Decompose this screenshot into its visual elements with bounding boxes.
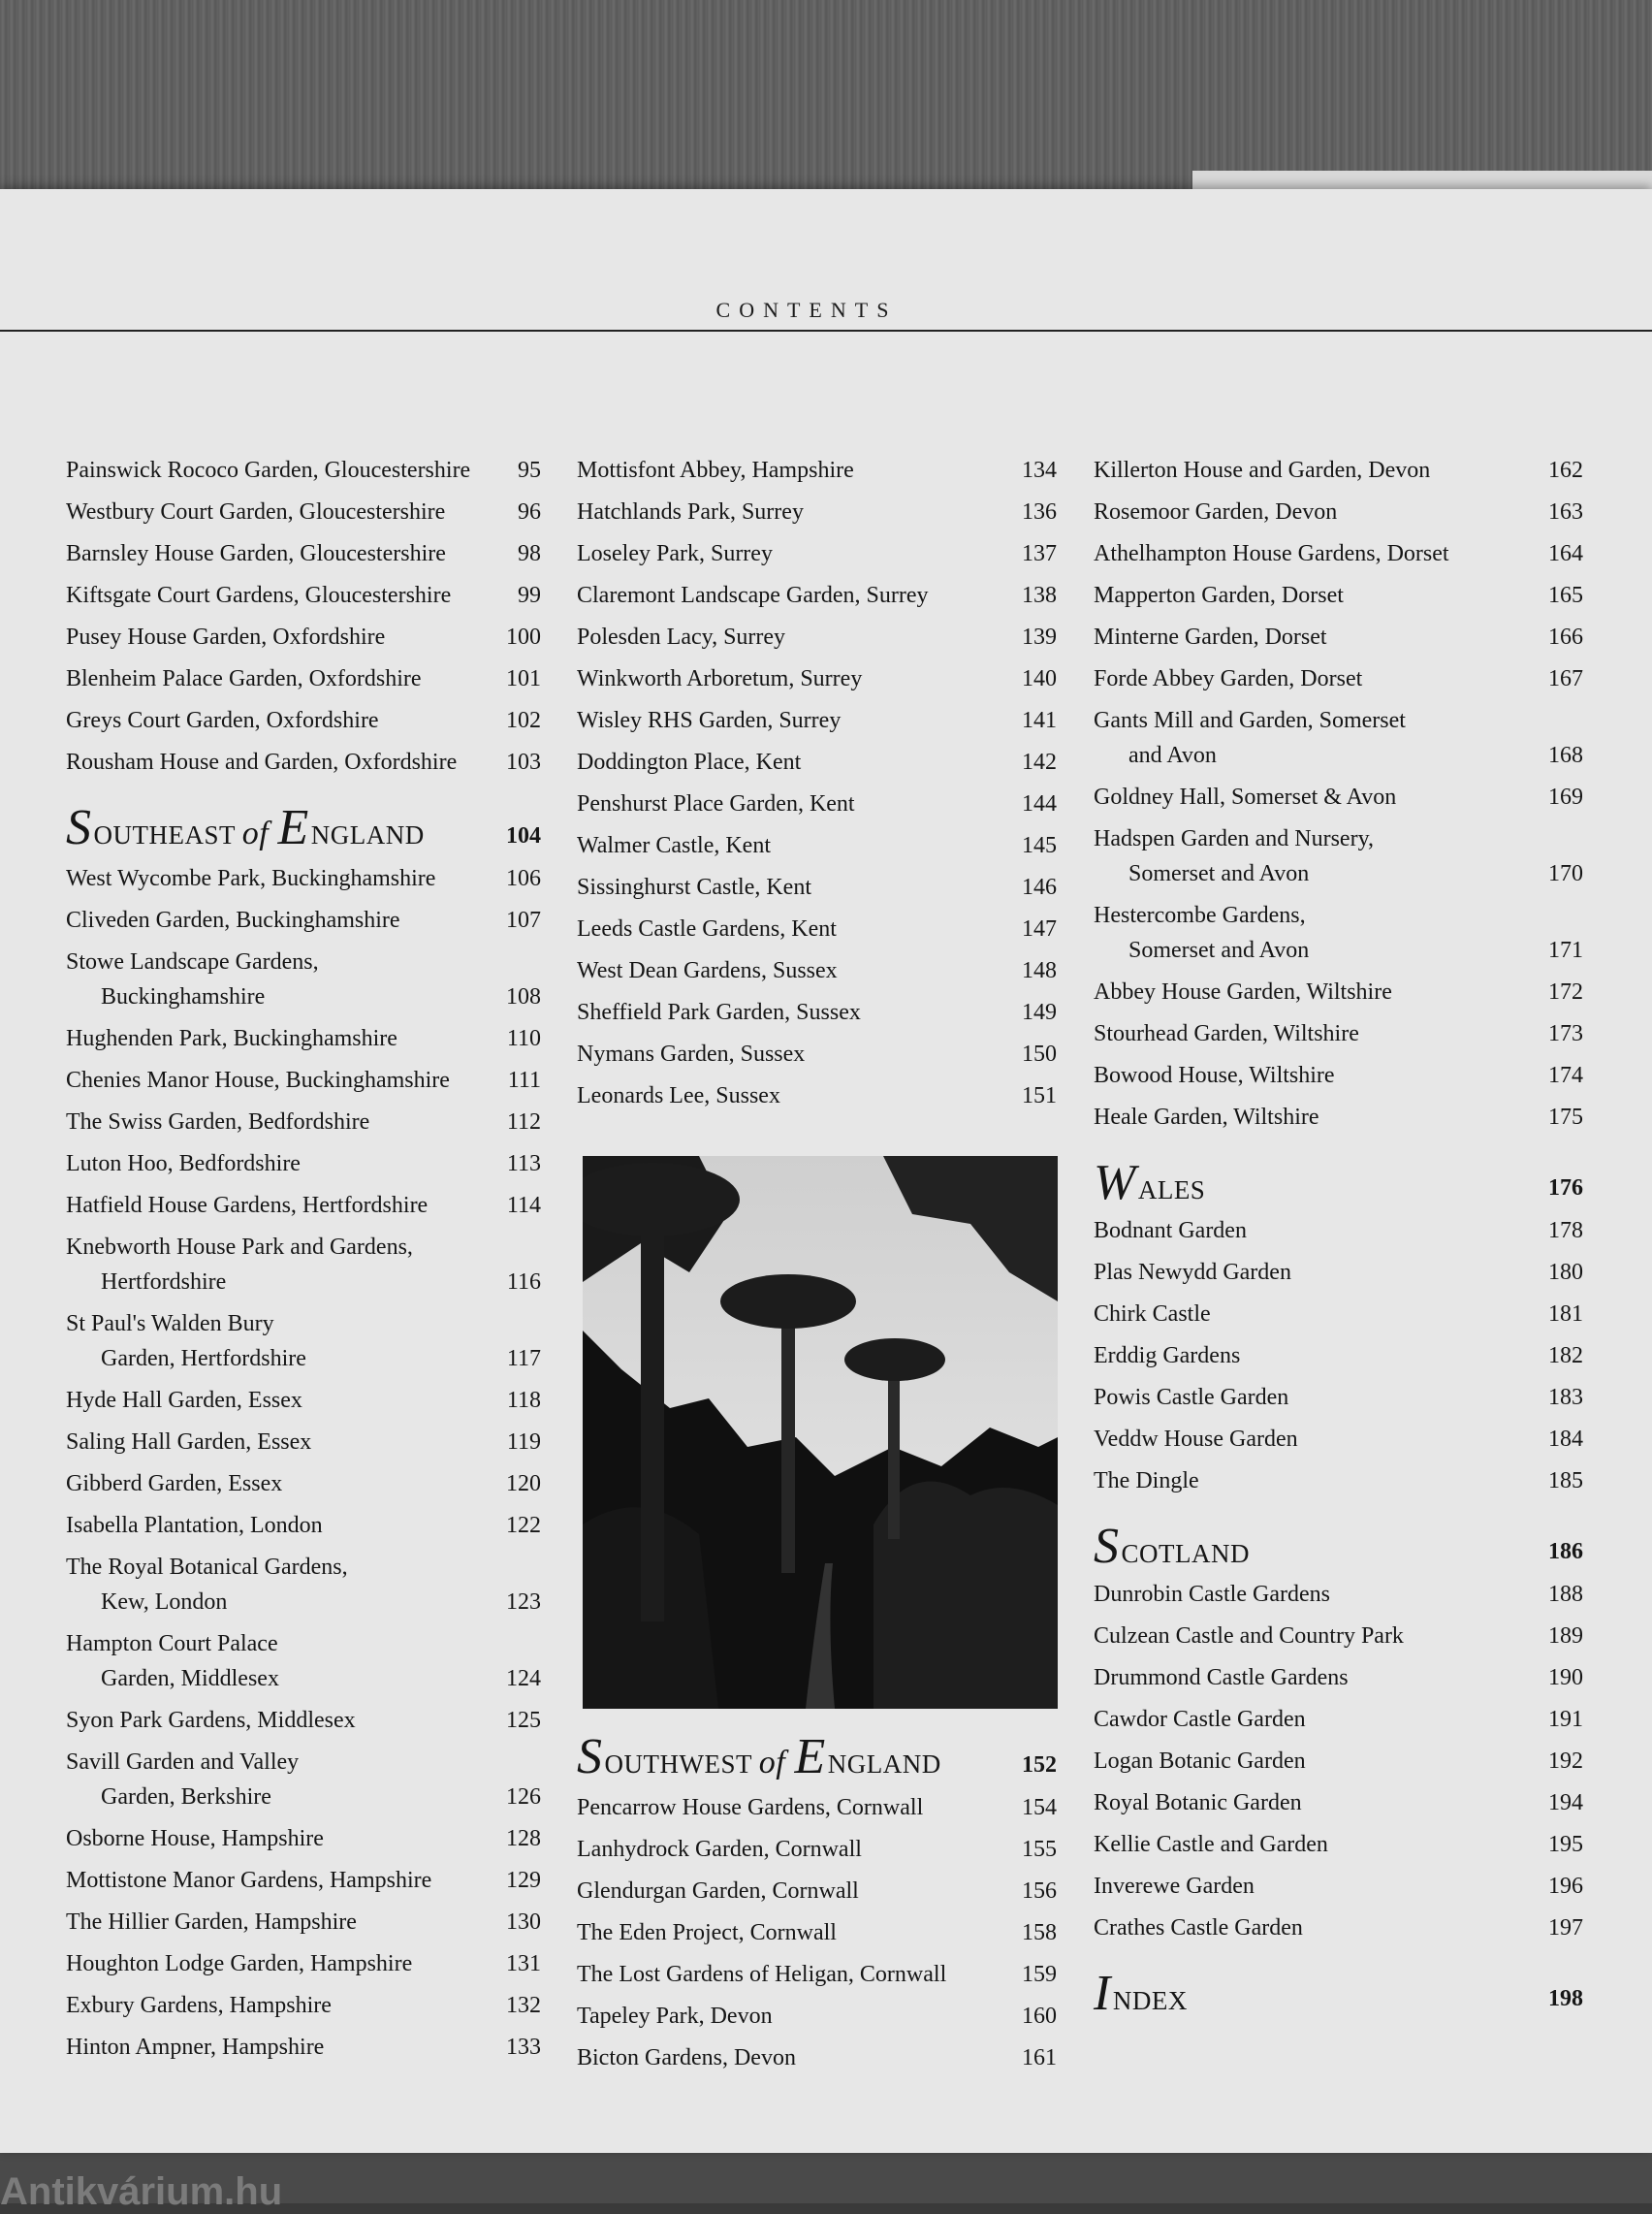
entry-page-number: 108 <box>506 984 541 1010</box>
contents-entry <box>1094 1297 1583 1332</box>
entry-title: Claremont Landscape Garden, Surrey <box>577 583 929 608</box>
contents-entry <box>66 1703 541 1738</box>
entry-title: Pusey House Garden, Oxfordshire <box>66 625 386 650</box>
entry-page-number: 124 <box>506 1666 541 1691</box>
entry-title: Plas Newydd Garden <box>1094 1260 1291 1285</box>
contents-entry <box>1094 1910 1583 1945</box>
contents-entry <box>577 995 1057 1030</box>
contents-entry <box>577 1999 1057 2034</box>
entry-page-number: 117 <box>506 1346 541 1371</box>
contents-entry <box>66 1230 541 1300</box>
entry-title: Penshurst Place Garden, Kent <box>577 791 855 817</box>
contents-entry <box>1094 620 1583 655</box>
contents-entry <box>66 945 541 1014</box>
entry-title: Cawdor Castle Garden <box>1094 1707 1306 1732</box>
entry-page-number: 195 <box>1548 1832 1583 1857</box>
contents-entry <box>66 495 541 529</box>
entry-title: Culzean Castle and Country Park <box>1094 1623 1404 1649</box>
contents-entry <box>1094 1213 1583 1248</box>
contents-entry <box>66 1946 541 1981</box>
contents-entry <box>66 578 541 613</box>
entry-title: Killerton House and Garden, Devon <box>1094 458 1431 483</box>
contents-entry <box>577 2040 1057 2075</box>
entry-title: The Hillier Garden, Hampshire <box>66 1909 357 1935</box>
entry-page-number: 138 <box>1022 583 1057 608</box>
entry-page-number: 128 <box>506 1826 541 1851</box>
contents-entry <box>66 1626 541 1696</box>
entry-page-number: 145 <box>1022 833 1057 858</box>
contents-entry <box>577 1037 1057 1072</box>
entry-page-number: 158 <box>1022 1920 1057 1945</box>
section-heading-index: INDEX 198 <box>1094 1966 1583 2021</box>
entry-title: Minterne Garden, Dorset <box>1094 625 1327 650</box>
entry-title: Osborne House, Hampshire <box>66 1826 324 1851</box>
contents-entry <box>577 828 1057 863</box>
entry-page-number: 125 <box>506 1708 541 1733</box>
entry-title: Gibberd Garden, Essex <box>66 1471 283 1496</box>
entry-page-number: 126 <box>506 1784 541 1810</box>
entry-title: Lanhydrock Garden, Cornwall <box>577 1837 862 1862</box>
entry-title: The Dingle <box>1094 1468 1199 1493</box>
contents-entry <box>66 903 541 938</box>
contents-entry <box>577 1915 1057 1950</box>
contents-entry <box>1094 1785 1583 1820</box>
contents-column-1 <box>66 453 541 2071</box>
contents-entry <box>1094 1744 1583 1779</box>
entry-title: Stourhead Garden, Wiltshire <box>1094 1021 1359 1046</box>
header-rule <box>0 330 1652 332</box>
entry-page-number: 165 <box>1548 583 1583 608</box>
entry-page-number: 192 <box>1548 1749 1583 1774</box>
contents-entry <box>577 620 1057 655</box>
entry-page-number: 101 <box>506 666 541 691</box>
entry-title: Winkworth Arboretum, Surrey <box>577 666 863 691</box>
entry-title: Royal Botanic Garden <box>1094 1790 1302 1815</box>
entry-title: Erddig Gardens <box>1094 1343 1241 1368</box>
contents-entry <box>66 1425 541 1460</box>
contents-entry <box>66 1988 541 2023</box>
contents-entry <box>577 1790 1057 1825</box>
entry-title: Nymans Garden, Sussex <box>577 1042 806 1067</box>
contents-entry <box>66 1383 541 1418</box>
entry-title: Sheffield Park Garden, Sussex <box>577 1000 861 1025</box>
entry-title: Chirk Castle <box>1094 1301 1211 1327</box>
contents-entry <box>1094 703 1583 773</box>
contents-entry <box>66 536 541 571</box>
entry-title: Wisley RHS Garden, Surrey <box>577 708 842 733</box>
entry-title: Rosemoor Garden, Devon <box>1094 499 1338 525</box>
entry-title: Hestercombe Gardens, Somerset and Avon <box>1094 903 1310 963</box>
contents-entry <box>1094 821 1583 891</box>
entry-title: Kellie Castle and Garden <box>1094 1832 1328 1857</box>
entry-title: St Paul's Walden Bury Garden, Hertfordshire <box>66 1311 306 1371</box>
entry-page-number: 139 <box>1022 625 1057 650</box>
entry-page-number: 98 <box>518 541 541 566</box>
entry-page-number: 129 <box>506 1868 541 1893</box>
contents-entry <box>577 786 1057 821</box>
entry-page-number: 190 <box>1548 1665 1583 1690</box>
contents-entry <box>1094 1827 1583 1862</box>
entry-title: Forde Abbey Garden, Dorset <box>1094 666 1363 691</box>
entry-title: Dunrobin Castle Gardens <box>1094 1582 1330 1607</box>
entry-page-number: 147 <box>1022 916 1057 942</box>
entry-page-number: 137 <box>1022 541 1057 566</box>
entry-page-number: 149 <box>1022 1000 1057 1025</box>
entry-title: Walmer Castle, Kent <box>577 833 772 858</box>
entry-page-number: 110 <box>506 1026 541 1051</box>
entry-page-number: 167 <box>1548 666 1583 691</box>
contents-entry <box>1094 1100 1583 1135</box>
entry-title: Leonards Lee, Sussex <box>577 1083 780 1108</box>
entry-page-number: 96 <box>518 499 541 525</box>
entry-title: Saling Hall Garden, Essex <box>66 1429 312 1455</box>
entry-page-number: 116 <box>506 1269 541 1295</box>
entry-page-number: 180 <box>1548 1260 1583 1285</box>
contents-entry <box>1094 1058 1583 1093</box>
entry-page-number: 159 <box>1022 1962 1057 1987</box>
entry-title: The Swiss Garden, Bedfordshire <box>66 1109 370 1135</box>
entry-title: Bowood House, Wiltshire <box>1094 1063 1335 1088</box>
entry-page-number: 120 <box>506 1471 541 1496</box>
entry-title: Pencarrow House Gardens, Cornwall <box>577 1795 924 1820</box>
entry-page-number: 155 <box>1022 1837 1057 1862</box>
entry-title: Savill Garden and Valley Garden, Berkshire <box>66 1749 300 1810</box>
contents-entry <box>66 703 541 738</box>
entry-page-number: 123 <box>506 1589 541 1615</box>
entry-title: Hadspen Garden and Nursery, Somerset and Avon <box>1094 826 1375 886</box>
entry-title: Heale Garden, Wiltshire <box>1094 1105 1319 1130</box>
entry-title: Barnsley House Garden, Gloucestershire <box>66 541 446 566</box>
entry-page-number: 113 <box>506 1151 541 1176</box>
contents-entry <box>1094 1255 1583 1290</box>
contents-entry <box>1094 1338 1583 1373</box>
contents-entry <box>577 1832 1057 1867</box>
entry-page-number: 197 <box>1548 1915 1583 1941</box>
contents-entry <box>1094 1422 1583 1457</box>
contents-entry <box>66 1745 541 1814</box>
entry-title: Cliveden Garden, Buckinghamshire <box>66 908 400 933</box>
entry-title: Rousham House and Garden, Oxfordshire <box>66 750 458 775</box>
contents-entry <box>66 1146 541 1181</box>
entry-page-number: 196 <box>1548 1874 1583 1899</box>
entry-page-number: 148 <box>1022 958 1057 983</box>
contents-entry <box>577 953 1057 988</box>
entry-page-number: 112 <box>506 1109 541 1135</box>
entry-page-number: 146 <box>1022 875 1057 900</box>
page-title: CONTENTS <box>715 298 898 322</box>
contents-entry <box>1094 1577 1583 1612</box>
entry-title: West Dean Gardens, Sussex <box>577 958 838 983</box>
entry-title: The Royal Botanical Gardens, Kew, London <box>66 1555 348 1615</box>
contents-entry <box>1094 1463 1583 1498</box>
entry-title: West Wycombe Park, Buckinghamshire <box>66 866 436 891</box>
contents-entry <box>66 1905 541 1940</box>
entry-title: The Eden Project, Cornwall <box>577 1920 837 1945</box>
entry-page-number: 136 <box>1022 499 1057 525</box>
entry-title: Bicton Gardens, Devon <box>577 2045 796 2070</box>
entry-title: Gants Mill and Garden, Somerset and Avon <box>1094 708 1406 768</box>
contents-entry <box>577 703 1057 738</box>
contents-entry <box>66 453 541 488</box>
entry-title: Greys Court Garden, Oxfordshire <box>66 708 379 733</box>
contents-entry <box>66 1063 541 1098</box>
watermark-text: Antikvárium.hu <box>0 2170 283 2213</box>
entry-page-number: 156 <box>1022 1878 1057 1904</box>
entry-title: Hampton Court Palace Garden, Middlesex <box>66 1631 279 1691</box>
contents-entry <box>1094 1380 1583 1415</box>
contents-entry <box>66 1306 541 1376</box>
contents-entry <box>1094 898 1583 968</box>
contents-entry <box>66 1508 541 1543</box>
entry-title: Mapperton Garden, Dorset <box>1094 583 1344 608</box>
entry-title: Athelhampton House Gardens, Dorset <box>1094 541 1449 566</box>
entry-page-number: 182 <box>1548 1343 1583 1368</box>
contents-entry <box>1094 453 1583 488</box>
entry-page-number: 140 <box>1022 666 1057 691</box>
entry-page-number: 160 <box>1022 2004 1057 2029</box>
entry-page-number: 154 <box>1022 1795 1057 1820</box>
contents-entry <box>66 1466 541 1501</box>
contents-entry <box>66 1188 541 1223</box>
section-heading-southeast: SOUTHEAST of ENGLAND 104 <box>66 800 541 855</box>
contents-entry <box>577 1874 1057 1909</box>
contents-entry <box>1094 578 1583 613</box>
entry-page-number: 141 <box>1022 708 1057 733</box>
entry-title: Mottisfont Abbey, Hampshire <box>577 458 854 483</box>
entry-title: Chenies Manor House, Buckinghamshire <box>66 1068 450 1093</box>
entry-title: Bodnant Garden <box>1094 1218 1247 1243</box>
contents-entry <box>66 661 541 696</box>
contents-entry <box>577 745 1057 780</box>
entry-page-number: 183 <box>1548 1385 1583 1410</box>
entry-page-number: 185 <box>1548 1468 1583 1493</box>
contents-entry <box>66 861 541 896</box>
garden-photo <box>583 1156 1058 1709</box>
entry-page-number: 170 <box>1548 861 1583 886</box>
entry-page-number: 131 <box>506 1951 541 1976</box>
entry-title: Logan Botanic Garden <box>1094 1749 1306 1774</box>
entry-title: Mottistone Manor Gardens, Hampshire <box>66 1868 432 1893</box>
section-heading-wales: WALES 176 <box>1094 1155 1583 1210</box>
entry-page-number: 162 <box>1548 458 1583 483</box>
entry-title: Exbury Gardens, Hampshire <box>66 1993 332 2018</box>
contents-entry <box>577 578 1057 613</box>
entry-title: Doddington Place, Kent <box>577 750 802 775</box>
entry-page-number: 178 <box>1548 1218 1583 1243</box>
entry-title: Inverewe Garden <box>1094 1874 1255 1899</box>
entry-page-number: 188 <box>1548 1582 1583 1607</box>
contents-column-3 <box>1094 453 1583 2024</box>
contents-entry <box>1094 661 1583 696</box>
entry-page-number: 107 <box>506 908 541 933</box>
entry-title: Knebworth House Park and Gardens, Hertfordshire <box>66 1235 413 1295</box>
contents-entry <box>577 495 1057 529</box>
entry-title: Abbey House Garden, Wiltshire <box>1094 979 1392 1005</box>
entry-page-number: 189 <box>1548 1623 1583 1649</box>
entry-title: Hyde Hall Garden, Essex <box>66 1388 302 1413</box>
entry-page-number: 163 <box>1548 499 1583 525</box>
entry-page-number: 122 <box>506 1513 541 1538</box>
entry-page-number: 114 <box>506 1193 541 1218</box>
contents-entry <box>1094 1660 1583 1695</box>
contents-entry <box>1094 1702 1583 1737</box>
entry-page-number: 106 <box>506 866 541 891</box>
entry-page-number: 132 <box>506 1993 541 2018</box>
entry-title: Loseley Park, Surrey <box>577 541 773 566</box>
entry-page-number: 150 <box>1022 1042 1057 1067</box>
entry-title: The Lost Gardens of Heligan, Cornwall <box>577 1962 947 1987</box>
entry-page-number: 169 <box>1548 785 1583 810</box>
contents-entry <box>66 1021 541 1056</box>
entry-title: Kiftsgate Court Gardens, Gloucestershire <box>66 583 452 608</box>
entry-page-number: 168 <box>1548 743 1583 768</box>
contents-entry <box>577 1957 1057 1992</box>
entry-page-number: 144 <box>1022 791 1057 817</box>
entry-page-number: 118 <box>506 1388 541 1413</box>
entry-title: Hatchlands Park, Surrey <box>577 499 804 525</box>
entry-page-number: 100 <box>506 625 541 650</box>
entry-title: Stowe Landscape Gardens, Buckinghamshire <box>66 949 319 1010</box>
entry-title: Leeds Castle Gardens, Kent <box>577 916 837 942</box>
entry-title: Westbury Court Garden, Gloucestershire <box>66 499 446 525</box>
contents-entry <box>66 745 541 780</box>
entry-title: Blenheim Palace Garden, Oxfordshire <box>66 666 422 691</box>
entry-title: Houghton Lodge Garden, Hampshire <box>66 1951 413 1976</box>
entry-title: Hinton Ampner, Hampshire <box>66 2035 325 2060</box>
contents-entry <box>66 1550 541 1620</box>
contents-entry <box>66 1863 541 1898</box>
contents-entry <box>577 1078 1057 1113</box>
contents-entry <box>66 620 541 655</box>
contents-entry <box>577 536 1057 571</box>
entry-title: Goldney Hall, Somerset & Avon <box>1094 785 1397 810</box>
contents-entry <box>1094 495 1583 529</box>
entry-page-number: 111 <box>507 1068 541 1093</box>
entry-page-number: 175 <box>1548 1105 1583 1130</box>
entry-title: Painswick Rococo Garden, Gloucestershire <box>66 458 471 483</box>
entry-title: Tapeley Park, Devon <box>577 2004 773 2029</box>
entry-title: Crathes Castle Garden <box>1094 1915 1303 1941</box>
entry-page-number: 161 <box>1022 2045 1057 2070</box>
contents-entry <box>1094 1869 1583 1904</box>
entry-page-number: 172 <box>1548 979 1583 1005</box>
entry-page-number: 191 <box>1548 1707 1583 1732</box>
entry-page-number: 134 <box>1022 458 1057 483</box>
entry-page-number: 130 <box>506 1909 541 1935</box>
entry-page-number: 142 <box>1022 750 1057 775</box>
contents-page <box>0 189 1652 2153</box>
contents-entry <box>1094 975 1583 1010</box>
contents-entry <box>1094 1016 1583 1051</box>
contents-entry <box>1094 536 1583 571</box>
contents-entry <box>1094 1619 1583 1653</box>
entry-page-number: 181 <box>1548 1301 1583 1327</box>
contents-entry <box>577 912 1057 947</box>
entry-page-number: 103 <box>506 750 541 775</box>
entry-title: Hatfield House Gardens, Hertfordshire <box>66 1193 429 1218</box>
entry-title: Sissinghurst Castle, Kent <box>577 875 812 900</box>
entry-page-number: 171 <box>1548 938 1583 963</box>
contents-entry <box>66 1821 541 1856</box>
entry-page-number: 174 <box>1548 1063 1583 1088</box>
entry-title: Polesden Lacy, Surrey <box>577 625 786 650</box>
entry-title: Drummond Castle Gardens <box>1094 1665 1349 1690</box>
entry-title: Syon Park Gardens, Middlesex <box>66 1708 356 1733</box>
contents-entry <box>577 661 1057 696</box>
contents-entry <box>66 1105 541 1139</box>
entry-page-number: 102 <box>506 708 541 733</box>
entry-title: Isabella Plantation, London <box>66 1513 323 1538</box>
contents-entry <box>1094 780 1583 815</box>
entry-title: Hughenden Park, Buckinghamshire <box>66 1026 397 1051</box>
entry-title: Veddw House Garden <box>1094 1427 1298 1452</box>
entry-page-number: 151 <box>1022 1083 1057 1108</box>
entry-page-number: 166 <box>1548 625 1583 650</box>
entry-page-number: 194 <box>1548 1790 1583 1815</box>
entry-page-number: 119 <box>506 1429 541 1455</box>
entry-page-number: 173 <box>1548 1021 1583 1046</box>
entry-page-number: 99 <box>518 583 541 608</box>
entry-page-number: 133 <box>506 2035 541 2060</box>
entry-page-number: 184 <box>1548 1427 1583 1452</box>
section-heading-scotland: SCOTLAND 186 <box>1094 1519 1583 1574</box>
contents-column-2 <box>577 453 1057 2082</box>
contents-entry <box>66 2030 541 2065</box>
contents-entry <box>577 453 1057 488</box>
entry-page-number: 164 <box>1548 541 1583 566</box>
entry-page-number: 95 <box>518 458 541 483</box>
entry-title: Glendurgan Garden, Cornwall <box>577 1878 859 1904</box>
contents-entry <box>577 870 1057 905</box>
entry-title: Powis Castle Garden <box>1094 1385 1289 1410</box>
section-heading-southwest: SOUTHWEST of ENGLAND 152 <box>577 1729 1057 1784</box>
entry-title: Luton Hoo, Bedfordshire <box>66 1151 301 1176</box>
